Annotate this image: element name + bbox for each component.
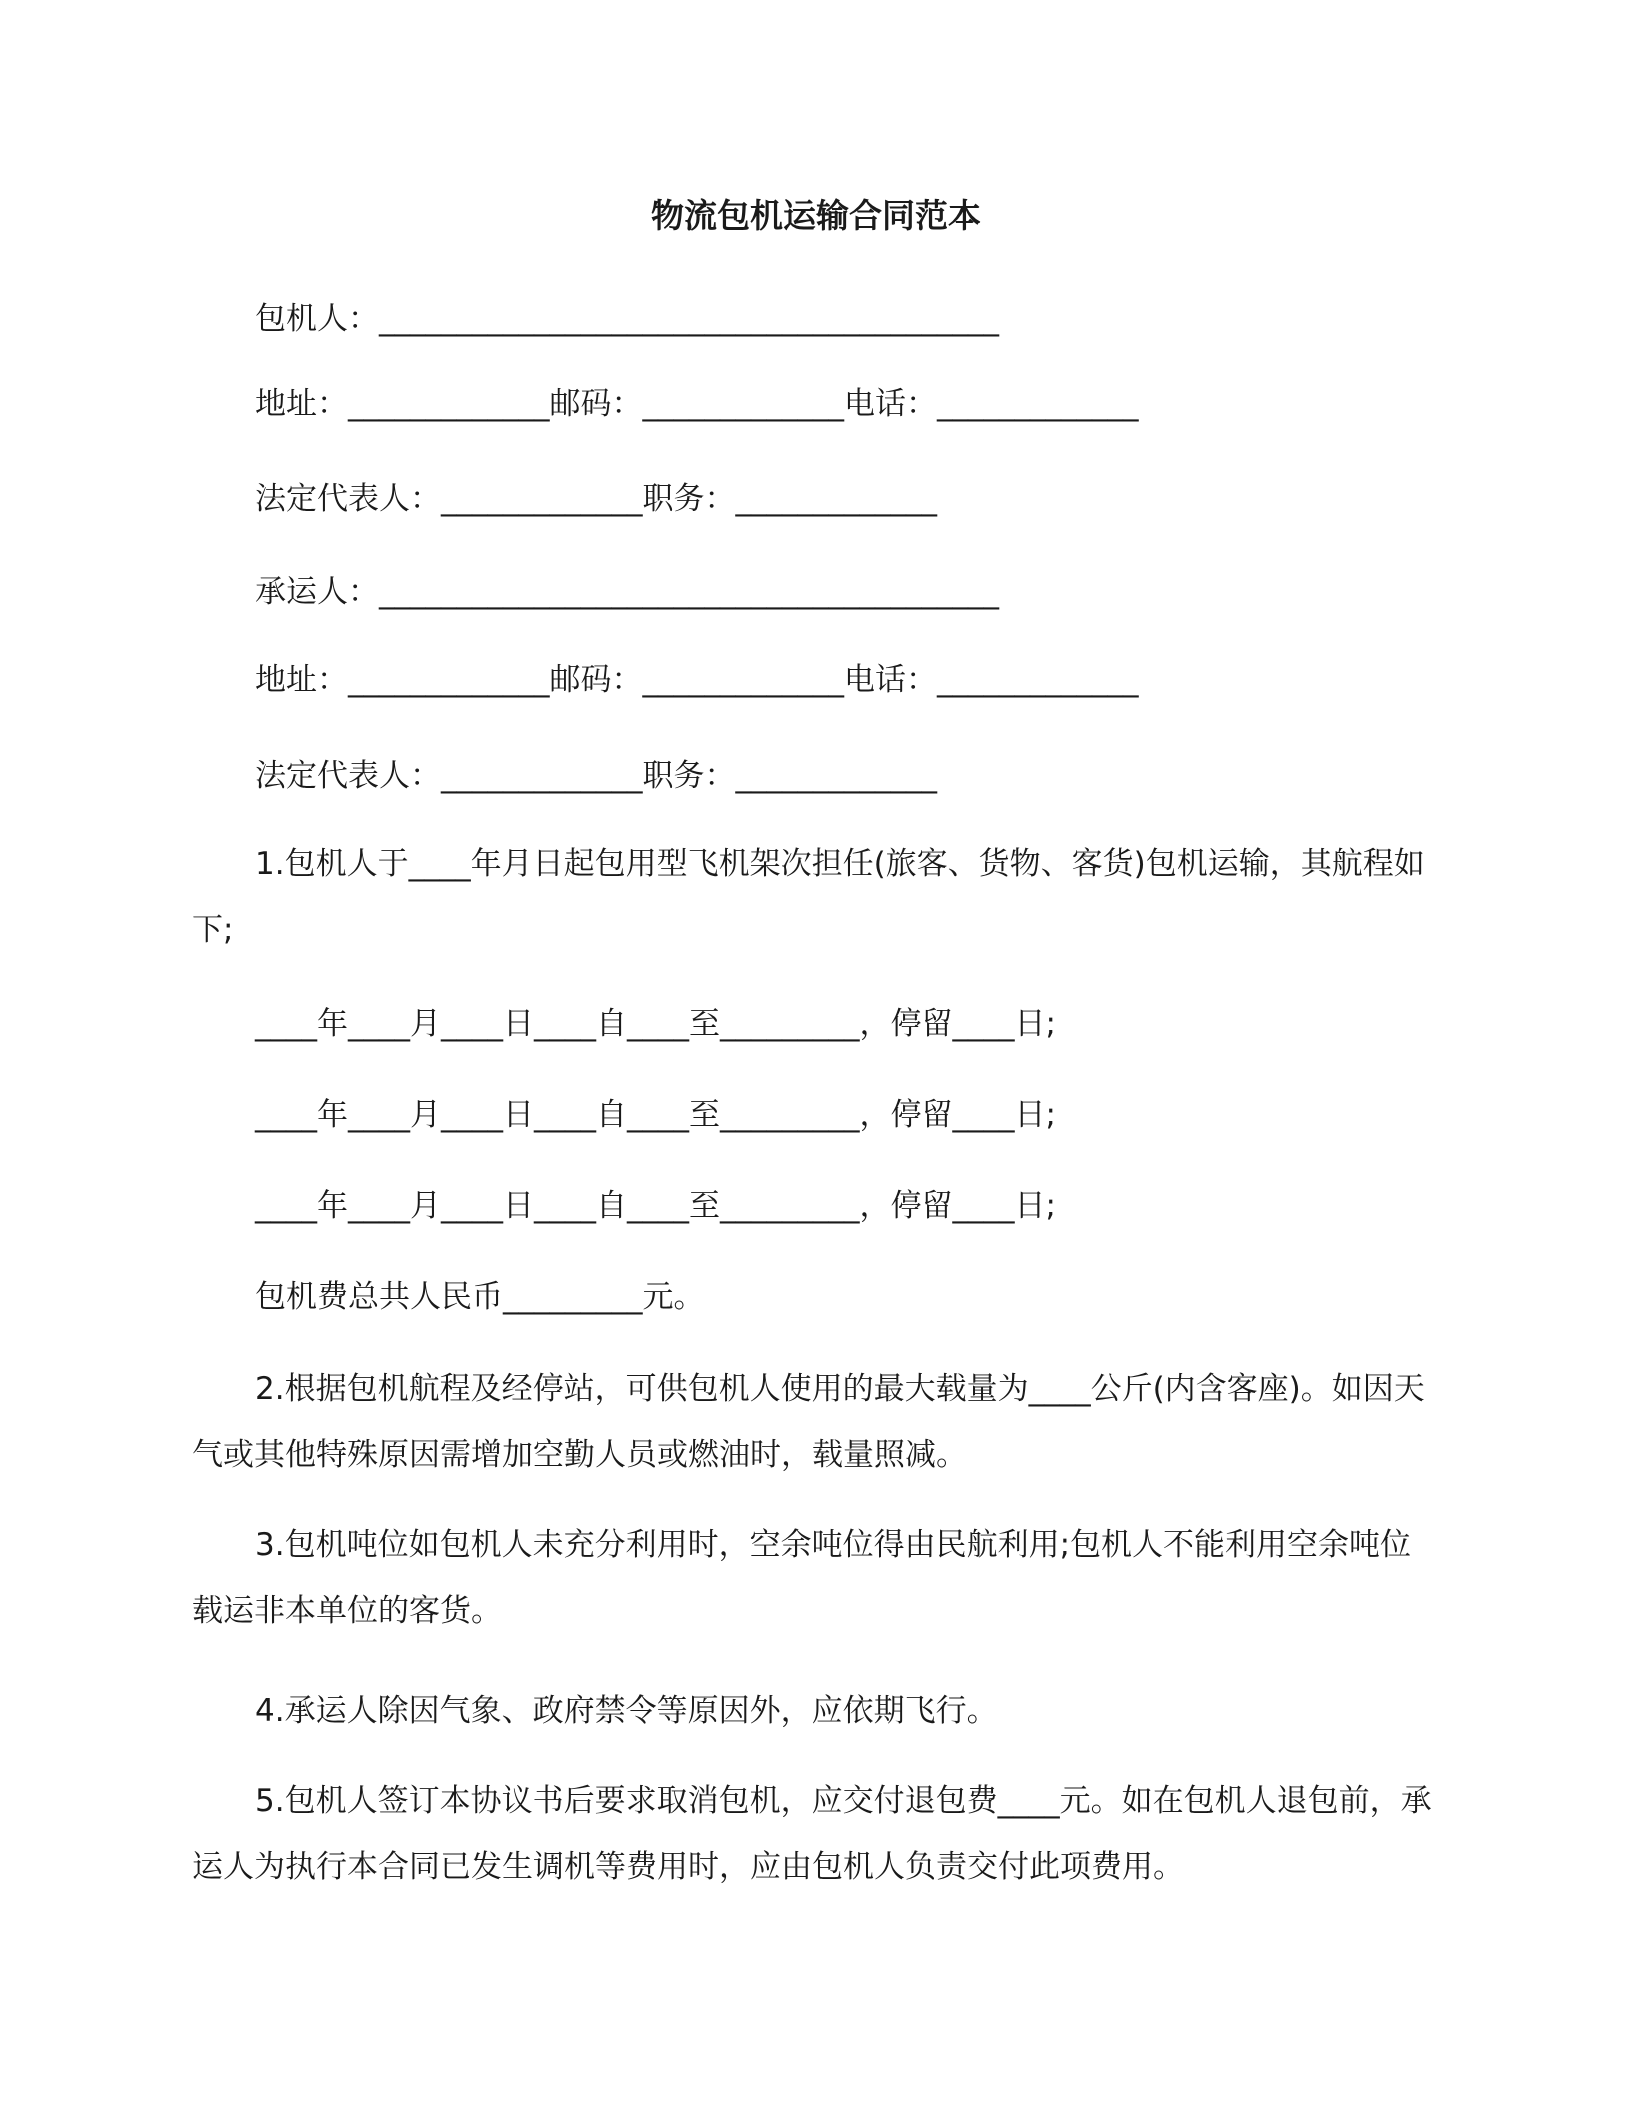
total-charter-fee: 包机费总共人民币_________元。: [255, 1279, 705, 1315]
itinerary-line: ____年____月____日____自____至_________，停留____日;: [255, 1188, 1056, 1224]
charterer-address-line: 地址：_____________邮码：_____________电话：_____________: [255, 386, 1139, 422]
clause-2: 2.根据包机航程及经停站，可供包机人使用的最大载量为____公斤(内含客座)。如因天气或其他特殊原因需增加空勤人员或燃油时，载量照减。: [192, 1371, 1425, 1473]
carrier-name-line: 承运人：________________________________________: [255, 574, 999, 610]
charterer-representative-line: 法定代表人：_____________职务：_____________: [255, 481, 937, 517]
itinerary-line: ____年____月____日____自____至_________，停留____日;: [255, 1097, 1056, 1133]
document-title: 物流包机运输合同范本: [651, 196, 981, 235]
charterer-name-line: 包机人：________________________________________: [255, 301, 999, 337]
clause-3: 3.包机吨位如包机人未充分利用时，空余吨位得由民航利用;包机人不能利用空余吨位载运非本单位的客货。: [192, 1527, 1412, 1629]
itinerary-line: ____年____月____日____自____至_________，停留____日;: [255, 1006, 1056, 1042]
clause-1: 1.包机人于____年月日起包用型飞机架次担任(旅客、货物、客货)包机运输，其航程如下;: [192, 846, 1425, 948]
carrier-representative-line: 法定代表人：_____________职务：_____________: [255, 758, 937, 794]
carrier-address-line: 地址：_____________邮码：_____________电话：_____________: [255, 662, 1139, 698]
clause-4: 4.承运人除因气象、政府禁令等原因外，应依期飞行。: [255, 1693, 998, 1729]
clause-5: 5.包机人签订本协议书后要求取消包机，应交付退包费____元。如在包机人退包前，承运人为执行本合同已发生调机等费用时，应由包机人负责交付此项费用。: [192, 1783, 1432, 1885]
